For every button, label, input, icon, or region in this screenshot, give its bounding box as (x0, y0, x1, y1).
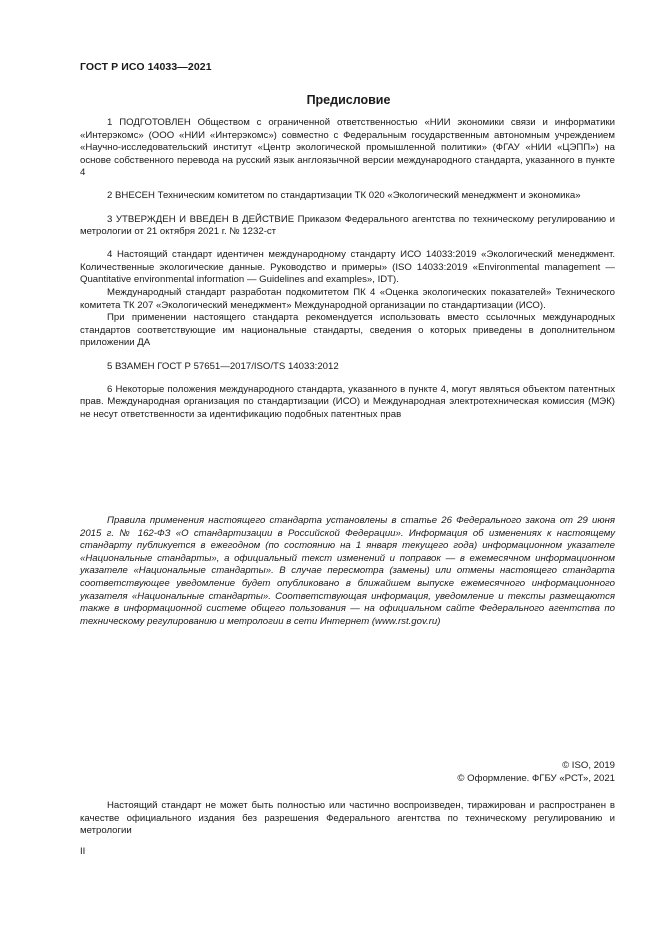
paragraph-references: При применении настоящего стандарта рекомендуется использовать вместо ссылочных международных стандартов соответствующие им национальные стандарты, сведения о которых приведены в дополнительном приложении ДА (80, 312, 615, 349)
copyright-iso: © ISO, 2019 (562, 760, 615, 771)
copyright-design: © Оформление. ФГБУ «РСТ», 2021 (457, 773, 615, 785)
paragraph-patents: 6 Некоторые положения международного стандарта, указанного в пункте 4, могут являться объектом патентных прав. Международная организация по стандартизации (ИСО) и Международная электротехническая комиссия (МЭК) не несут ответственности за идентификацию подобных патентных прав (80, 383, 615, 420)
reproduction-text: Настоящий стандарт не может быть полностью или частично воспроизведен, тиражирован и распространен в качестве официального издания без разрешения Федерального агентства по техническому регулированию и метрологии (80, 800, 615, 837)
copyright-block (457, 759, 615, 786)
section-title: Предисловие (306, 93, 391, 107)
paragraph-developed-by: Международный стандарт разработан подкомитетом ПК 4 «Оценка экологических показателей» Технического комитета ТК 207 «Экологический менеджмент» Международной организации по стандартизации (ИСО). (80, 287, 615, 311)
paragraph-identical: 4 Настоящий стандарт идентичен международному стандарту ИСО 14033:2019 «Экологический менеджмент. Количественные экологические данные. Руководство и примеры» (ISO 14033:2019 «Environmental management — Quantitative environmental information — Guidelines and examples», IDT). (80, 249, 615, 286)
notice-text: Правила применения настоящего стандарта установлены в статье 26 Федерального закона от 29 июня 2015 г. № 162-ФЗ «О стандартизации в Российской Федерации». Информация об изменениях к настоящему стандарту публикуется в ежегодном (по состоянию на 1 января текущего года) информационном указателе «Национальные стандарты», а официальный текст изменений и поправок — в ежемесячном информационном указателе «Национальные стандарты». В случае пересмотра (замены) или отмены настоящего стандарта соответствующее уведомление будет опубликовано в ближайшем выпуске ежемесячного информационного указателя «Национальные стандарты». Соответствующая информация, уведомление и тексты размещаются также в информационной системе общего пользования — на официальном сайте Федерального агентства по техническому регулированию и метрологии в сети Интернет (www.rst.gov.ru) (80, 515, 615, 627)
paragraph-approved: 3 УТВЕРЖДЕН И ВВЕДЕН В ДЕЙСТВИЕ Приказом Федерального агентства по техническому регулированию и метрологии от 21 октября 2021 г. № 1232-ст (80, 213, 615, 238)
application-rules-notice (80, 515, 615, 628)
paragraph-replaces: 5 ВЗАМЕН ГОСТ Р 57651—2017/ISO/TS 14033:2012 (107, 360, 339, 372)
page-number: II (80, 846, 86, 857)
paragraph-prepared: 1 ПОДГОТОВЛЕН Обществом с ограниченной ответственностью «НИИ экономики связи и информатики «Интерэкомс» (ООО «НИИ «Интерэкомс») совместно с Федеральным государственным автономным учреждением «Научно-исследовательский институт «Центр экологической промышленной политики» (ФГАУ «НИИ «ЦЭПП») на основе собственного перевода на русский язык англоязычной версии международного стандарта, указанного в пункте 4 (80, 117, 615, 179)
standard-code-header: ГОСТ Р ИСО 14033—2021 (80, 61, 212, 73)
paragraph-introduced: 2 ВНЕСЕН Техническим комитетом по стандартизации ТК 020 «Экологический менеджмент и экономика» (107, 190, 581, 202)
foreword-body (80, 117, 615, 421)
reproduction-notice (80, 800, 615, 838)
